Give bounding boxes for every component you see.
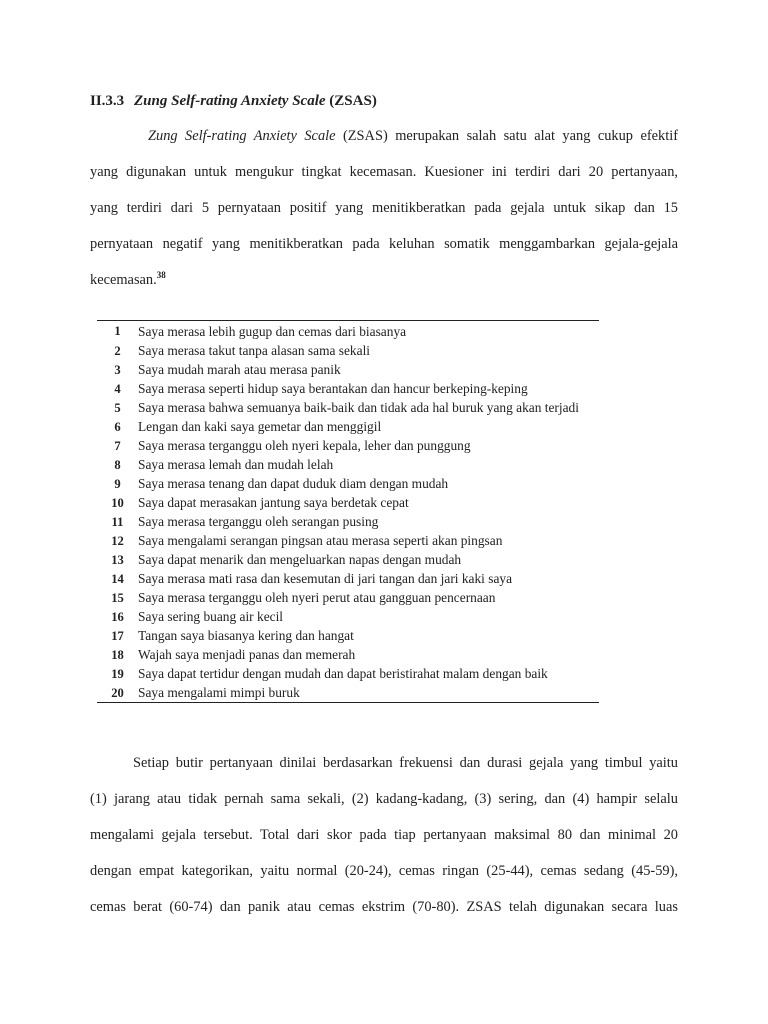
- item-number: 13: [111, 553, 124, 567]
- paragraph-line: mengalami gejala tersebut. Total dari skor pada tiap pertanyaan maksimal 80 dan minimal 20: [90, 827, 678, 843]
- items-table-body: [97, 321, 599, 702]
- table-row: [97, 512, 599, 531]
- item-text: Saya merasa takut tanpa alasan sama sekali: [138, 343, 371, 358]
- item-text: Saya mengalami mimpi buruk: [138, 685, 300, 700]
- table-row: [97, 531, 599, 550]
- item-number: 16: [111, 610, 124, 624]
- table-row: [97, 474, 599, 493]
- item-text: Saya merasa tenang dan dapat duduk diam dengan mudah: [138, 476, 449, 491]
- item-number: 5: [114, 401, 121, 415]
- table-row: [97, 626, 599, 645]
- item-number: 12: [111, 534, 124, 548]
- table-row: [97, 455, 599, 474]
- paragraph-line: kecemasan.$^{38}$: [90, 270, 166, 288]
- paragraph-line: (1) jarang atau tidak pernah sama sekali, (2) kadang-kadang, (3) sering, dan (4) hampir selalu: [90, 791, 678, 807]
- item-number: 18: [111, 648, 124, 662]
- item-number: 20: [111, 686, 124, 700]
- item-text: Saya dapat merasakan jantung saya berdetak cepat: [138, 495, 409, 510]
- table-row: [97, 398, 599, 417]
- paragraph-line: yang digunakan untuk mengukur tingkat kecemasan. Kuesioner ini terdiri dari 20 pertanyaan,: [90, 164, 678, 180]
- table-row: [97, 321, 599, 341]
- item-number: 2: [114, 344, 121, 358]
- item-number: 4: [114, 382, 121, 396]
- table-row: [97, 569, 599, 588]
- item-number: 8: [114, 458, 121, 472]
- table-row: [97, 341, 599, 360]
- table-row: [97, 379, 599, 398]
- item-number: 17: [111, 629, 124, 643]
- item-number: 1: [114, 324, 121, 338]
- item-text: Saya merasa lebih gugup dan cemas dari biasanya: [138, 324, 407, 339]
- paragraph-line: pernyataan negatif yang menitikberatkan pada keluhan somatik menggambarkan gejala-gejala: [90, 236, 678, 252]
- item-text: Tangan saya biasanya kering dan hangat: [138, 628, 354, 643]
- item-number: 11: [111, 515, 124, 529]
- table-row: [97, 360, 599, 379]
- paragraph-line: dengan empat kategorikan, yaitu normal (20-24), cemas ringan (25-44), cemas sedang (45-59),: [90, 863, 678, 879]
- item-text: Saya merasa lemah dan mudah lelah: [138, 457, 334, 472]
- item-number: 6: [114, 420, 121, 434]
- section-title-suffix: (ZSAS): [325, 93, 377, 109]
- table-row: [97, 607, 599, 626]
- item-text: Saya merasa terganggu oleh serangan pusing: [138, 514, 379, 529]
- item-text: Saya merasa bahwa semuanya baik-baik dan tidak ada hal buruk yang akan terjadi: [138, 400, 579, 415]
- item-text: Saya dapat tertidur dengan mudah dan dapat beristirahat malam dengan baik: [138, 666, 548, 681]
- item-text: Saya merasa seperti hidup saya berantakan dan hancur berkeping-keping: [138, 381, 528, 396]
- item-text: Wajah saya menjadi panas dan memerah: [138, 647, 356, 662]
- item-number: 9: [114, 477, 121, 491]
- table-row: [97, 588, 599, 607]
- item-text: Lengan dan kaki saya gemetar dan menggigil: [138, 419, 382, 434]
- section-number: II.3.3: [90, 93, 125, 109]
- table-row: [97, 417, 599, 436]
- item-text: Saya dapat menarik dan mengeluarkan napas dengan mudah: [138, 552, 462, 567]
- table-row: [97, 645, 599, 664]
- item-text: Saya mengalami serangan pingsan atau merasa seperti akan pingsan: [138, 533, 503, 548]
- paragraph-line: cemas berat (60-74) dan panik atau cemas ekstrim (70-80). ZSAS telah digunakan secara luas: [90, 899, 678, 915]
- footnote-reference: 38: [156, 270, 166, 280]
- zsas-items-table: [97, 320, 599, 703]
- item-number: 15: [111, 591, 124, 605]
- item-number: 3: [114, 363, 121, 377]
- intro-paragraph: [90, 118, 678, 298]
- table-row: [97, 493, 599, 512]
- item-text: Saya merasa mati rasa dan kesemutan di jari tangan dan jari kaki saya: [138, 571, 513, 586]
- item-text: Saya merasa terganggu oleh nyeri perut atau gangguan pencernaan: [138, 590, 496, 605]
- scoring-paragraph: [90, 745, 678, 925]
- item-number: 14: [111, 572, 124, 586]
- item-text: Saya mudah marah atau merasa panik: [138, 362, 341, 377]
- paragraph-line: Setiap butir pertanyaan dinilai berdasarkan frekuensi dan durasi gejala yang timbul yaitu: [133, 755, 678, 771]
- item-number: 19: [111, 667, 124, 681]
- paragraph-line: yang terdiri dari 5 pernyataan positif yang menitikberatkan pada gejala untuk sikap dan 15: [90, 200, 678, 216]
- item-number: 10: [111, 496, 124, 510]
- table-row: [97, 550, 599, 569]
- paragraph-line: Zung Self-rating Anxiety Scale (ZSAS) merupakan salah satu alat yang cukup efektif: [148, 128, 678, 144]
- scale-name-italic: Zung Self-rating Anxiety Scale: [148, 128, 336, 144]
- table-row: [97, 436, 599, 455]
- table-row: [97, 683, 599, 702]
- item-text: Saya merasa terganggu oleh nyeri kepala, leher dan punggung: [138, 438, 471, 453]
- section-heading: [90, 93, 377, 110]
- section-title-italic: Zung Self-rating Anxiety Scale: [134, 93, 326, 109]
- item-number: 7: [114, 439, 121, 453]
- table-row: [97, 664, 599, 683]
- item-text: Saya sering buang air kecil: [138, 609, 284, 624]
